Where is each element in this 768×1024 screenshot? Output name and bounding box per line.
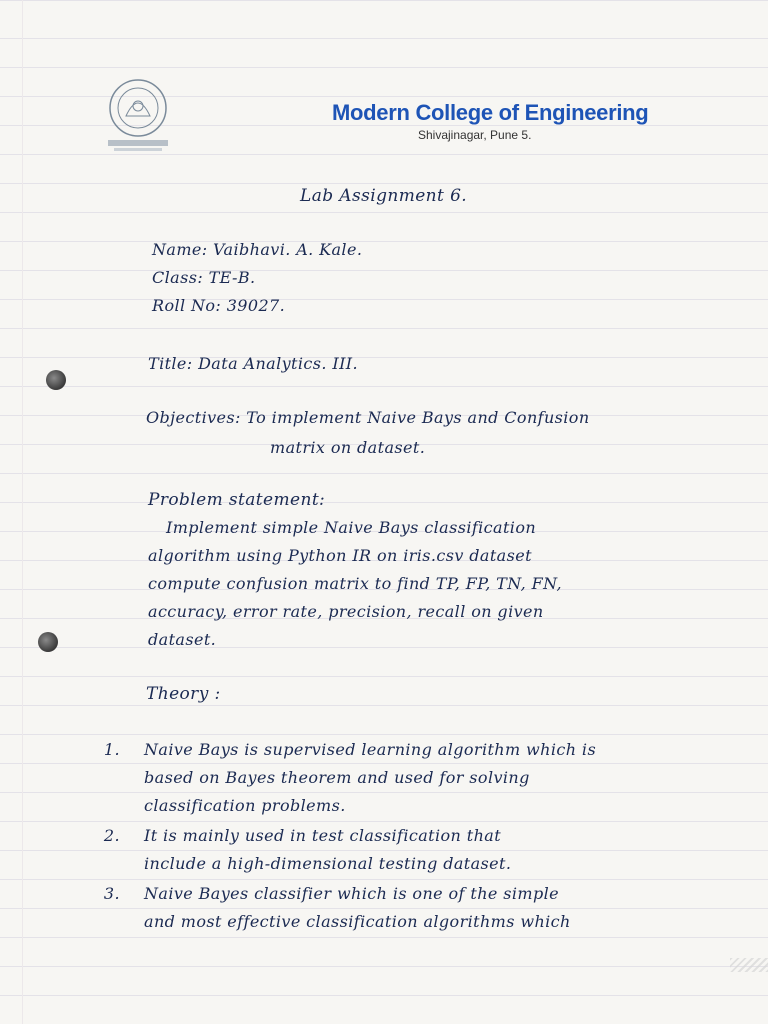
student-name: Name: Vaibhavi. A. Kale. — [152, 240, 363, 259]
objectives-line: Objectives: To implement Naive Bays and Confusion — [146, 408, 590, 427]
student-class: Class: TE-B. — [152, 268, 256, 287]
college-address: Shivajinagar, Pune 5. — [418, 128, 532, 142]
theory-point-line: include a high-dimensional testing dataset. — [144, 854, 512, 873]
college-logo-seal — [104, 76, 172, 154]
paper-edge-shadow — [730, 958, 768, 972]
margin-line — [22, 0, 23, 1024]
problem-statement-line: dataset. — [148, 630, 217, 649]
theory-point-line: classification problems. — [144, 796, 346, 815]
theory-point-line: It is mainly used in test classification that — [144, 826, 502, 845]
theory-point-line: Naive Bays is supervised learning algorithm which is — [144, 740, 597, 759]
problem-statement-line: accuracy, error rate, precision, recall on given — [148, 602, 544, 621]
theory-point-number: 3. — [103, 884, 120, 903]
theory-point-line: and most effective classification algorithms which — [144, 912, 571, 931]
punch-hole — [46, 370, 66, 390]
objectives-line: matrix on dataset. — [270, 438, 426, 457]
theory-point-line: based on Bayes theorem and used for solving — [144, 768, 530, 787]
problem-statement-line: Implement simple Naive Bays classification — [166, 518, 537, 537]
theory-point-number: 2. — [103, 826, 120, 845]
theory-point-number: 1. — [103, 740, 120, 759]
punch-hole — [38, 632, 58, 652]
theory-heading: Theory : — [146, 684, 221, 704]
problem-statement-heading: Problem statement: — [148, 490, 326, 510]
theory-point-line: Naive Bayes classifier which is one of the simple — [144, 884, 559, 903]
problem-statement-line: compute confusion matrix to find TP, FP, TN, FN, — [148, 574, 562, 593]
college-name: Modern College of Engineering — [332, 100, 649, 125]
student-roll-number: Roll No: 39027. — [152, 296, 286, 315]
assignment-topic: Title: Data Analytics. III. — [148, 354, 358, 373]
problem-statement-line: algorithm using Python IR on iris.csv dataset — [148, 546, 532, 565]
assignment-title: Lab Assignment 6. — [300, 186, 468, 206]
